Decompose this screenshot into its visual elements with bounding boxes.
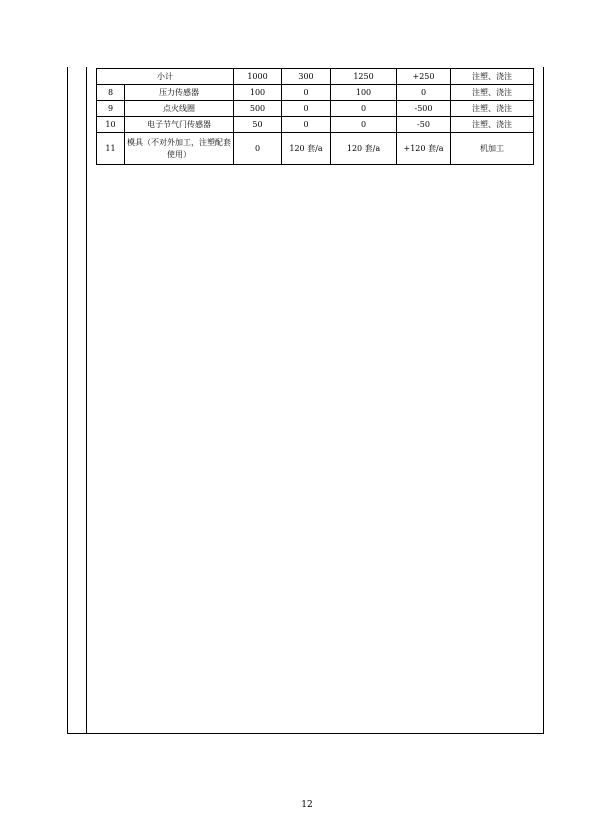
row-number: 11: [97, 133, 125, 165]
table-cell: 1000: [234, 69, 282, 85]
row-number: 8: [97, 85, 125, 101]
page-outer-frame: [67, 67, 544, 734]
table-row: [97, 85, 534, 101]
table-cell: 注塑、浇注: [451, 101, 534, 117]
table-cell: +250: [397, 69, 451, 85]
table-cell: 0: [234, 133, 282, 165]
row-number: 10: [97, 117, 125, 133]
table-cell: 注塑、浇注: [451, 69, 534, 85]
table-cell: 注塑、浇注: [451, 85, 534, 101]
table-cell: 100: [234, 85, 282, 101]
table-row: [97, 117, 534, 133]
table-cell: 120 套/a: [331, 133, 397, 165]
table-cell: 0: [282, 117, 331, 133]
table-cell: +120 套/a: [397, 133, 451, 165]
table-cell: 0: [331, 117, 397, 133]
product-name: 点火线圈: [125, 101, 234, 117]
table-row-subtotal: [97, 69, 534, 85]
product-name: 压力传感器: [125, 85, 234, 101]
table-cell: 100: [331, 85, 397, 101]
table-cell: 注塑、浇注: [451, 117, 534, 133]
table-cell: 机加工: [451, 133, 534, 165]
table-cell: 500: [234, 101, 282, 117]
page-number: 12: [301, 800, 313, 810]
table-cell: 120 套/a: [282, 133, 331, 165]
subtotal-label: 小计: [97, 69, 234, 85]
table-cell: 0: [282, 101, 331, 117]
table-cell: -500: [397, 101, 451, 117]
table-cell: 1250: [331, 69, 397, 85]
data-table: [96, 68, 534, 165]
table-cell: 50: [234, 117, 282, 133]
row-number: 9: [97, 101, 125, 117]
product-name: 电子节气门传感器: [125, 117, 234, 133]
table-cell: 0: [331, 101, 397, 117]
page-inner-rule: [86, 67, 87, 734]
table-cell: -50: [397, 117, 451, 133]
product-name: 模具（不对外加工，注塑配套使用）: [125, 133, 234, 165]
table-row: [97, 133, 534, 165]
table-cell: 0: [282, 85, 331, 101]
table-row: [97, 101, 534, 117]
table-cell: 300: [282, 69, 331, 85]
table-cell: 0: [397, 85, 451, 101]
